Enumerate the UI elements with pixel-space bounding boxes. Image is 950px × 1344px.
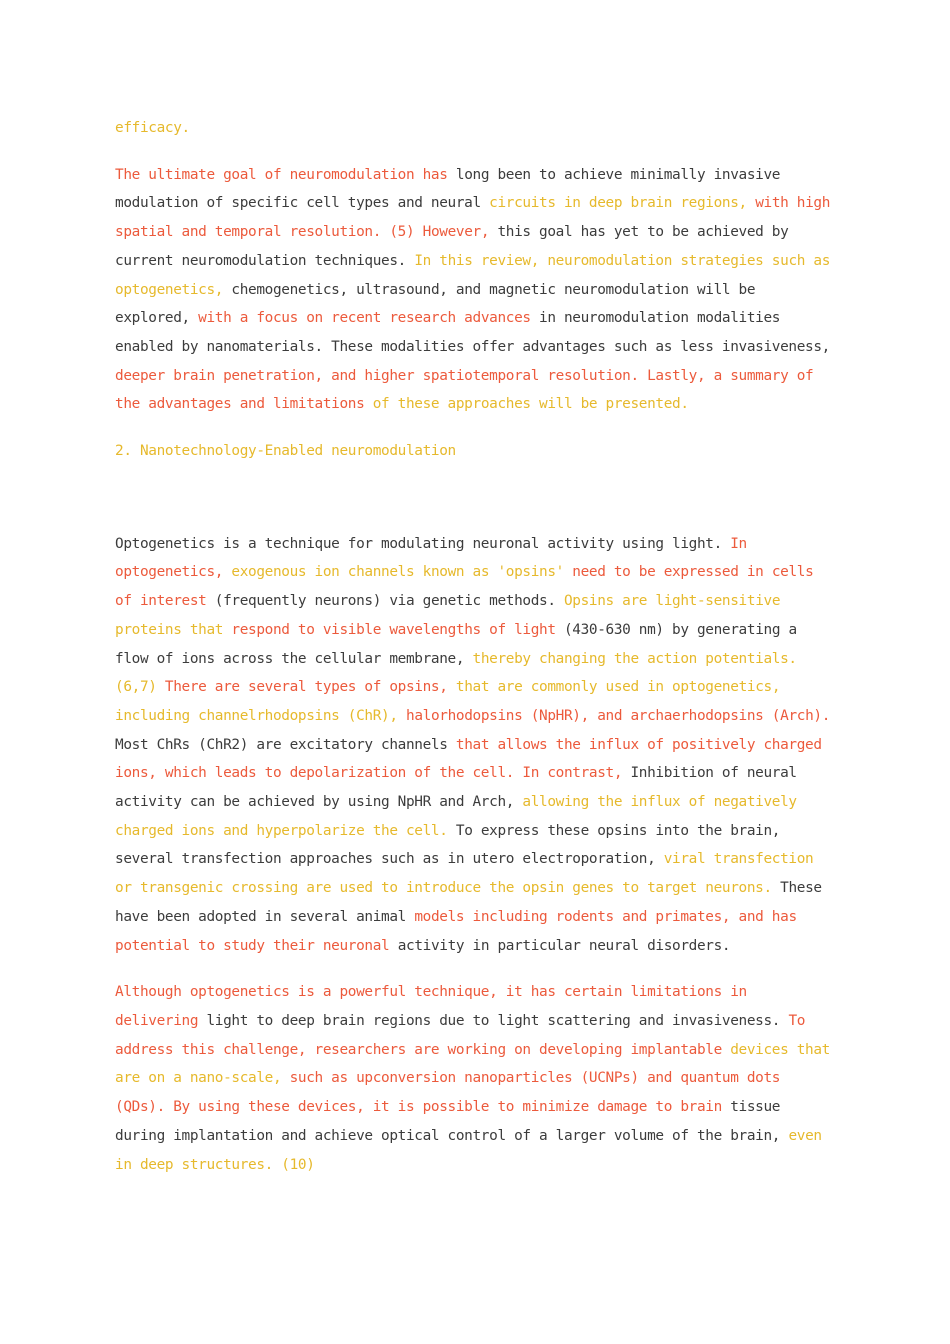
paragraph-efficacy <box>115 114 835 143</box>
section-heading <box>115 437 835 466</box>
text-run: However, <box>422 224 498 241</box>
blank-line <box>115 484 835 530</box>
text-run: that are commonly used in optogenetics, including channelrhodopsins (ChR), <box>115 679 781 724</box>
text-run: Inhibition of neural activity can be achieved by using NpHR and Arch, <box>115 765 797 811</box>
text-run: even in deep structures. (10) <box>115 1127 822 1173</box>
text-run: deeper brain penetration, and higher spatiotemporal resolution. Lastly, a summary of the advantages and limitations <box>115 367 814 413</box>
text-run: (430-630 nm) by generating a flow of ions across the cellular membrane, <box>115 621 797 667</box>
text-run: viral transfection or transgenic crossing are used to introduce the opsin genes to target neurons. <box>115 851 814 897</box>
text-run: with a focus on recent research advances <box>198 310 540 327</box>
text-run: efficacy. <box>115 120 190 136</box>
text-run: light to deep brain regions due to light scattering and invasiveness. <box>206 1012 789 1029</box>
paragraph-goal <box>115 161 835 419</box>
text-run: The ultimate goal of neuromodulation has <box>115 166 456 183</box>
text-run: (frequently neurons) via genetic methods. <box>214 593 564 610</box>
text-run: To express these opsins into the brain, several transfection approaches such as in utero electroporation, <box>115 822 781 868</box>
text-run: tissue during implantation and achieve optical control of a larger volume of the brain, <box>115 1099 789 1144</box>
text-run: halorhodopsins (NpHR), and archaerhodopsins (Arch). <box>406 707 831 724</box>
text-run: These have been adopted in several animal <box>115 880 822 925</box>
text-run: Although optogenetics is a powerful technique, it has certain limitations in delivering <box>115 984 747 1029</box>
text-run: chemogenetics, ultrasound, and magnetic neuromodulation will be explored, <box>115 281 756 327</box>
text-run: There are several types of opsins, <box>164 679 456 696</box>
text-run: allowing the influx of negatively charged ions and hyperpolarize the cell. <box>115 794 797 839</box>
text-run: thereby changing the action potentials. (6,7) <box>115 650 797 696</box>
heading-text: 2. Nanotechnology-Enabled neuromodulation <box>115 443 456 460</box>
text-run: in neuromodulation modalities enabled by nanomaterials. These modalities offer advantages such as less invasiveness, <box>115 310 830 355</box>
text-run: In optogenetics, <box>115 535 747 581</box>
text-run: this goal has yet to be achieved by current neuromodulation techniques. <box>115 224 789 269</box>
text-run: of these approaches will be presented. <box>372 396 689 413</box>
text-run: Optogenetics is a technique for modulating neuronal activity using light. <box>115 535 731 552</box>
text-run: Most ChRs (ChR2) are excitatory channels <box>115 736 456 753</box>
text-run: devices that are on a nano-scale, <box>115 1041 831 1087</box>
text-run: with high spatial and temporal resolution. (5) <box>115 195 831 241</box>
text-run: activity in particular neural disorders. <box>397 937 731 954</box>
text-run: long been to achieve minimally invasive modulation of specific cell types and neural <box>115 166 781 212</box>
text-run: Opsins are light-sensitive proteins that <box>115 593 781 638</box>
text-run: To address this challenge, researchers are working on developing implantable <box>115 1012 806 1058</box>
text-run: exogenous ion channels known as 'opsins' <box>231 564 573 581</box>
text-run: models including rodents and primates, and has potential to study their neuronal <box>115 908 797 954</box>
text-run: In this review, neuromodulation strategies such as optogenetics, <box>115 252 831 298</box>
text-run: circuits in deep brain regions, <box>489 195 756 212</box>
text-run: need to be expressed in cells of interest <box>115 564 814 610</box>
text-run: such as upconversion nanoparticles (UCNPs) and quantum dots (QDs). By using these devices, it is possible to minimize damage to brain <box>115 1070 781 1116</box>
document-body <box>115 114 835 1197</box>
paragraph-optogenetics <box>115 530 835 961</box>
text-run: that allows the influx of positively charged ions, which leads to depolarization of the cell. In contrast, <box>115 736 822 782</box>
text-run: respond to visible wavelengths of light <box>231 621 564 638</box>
paragraph-limitations <box>115 978 835 1179</box>
